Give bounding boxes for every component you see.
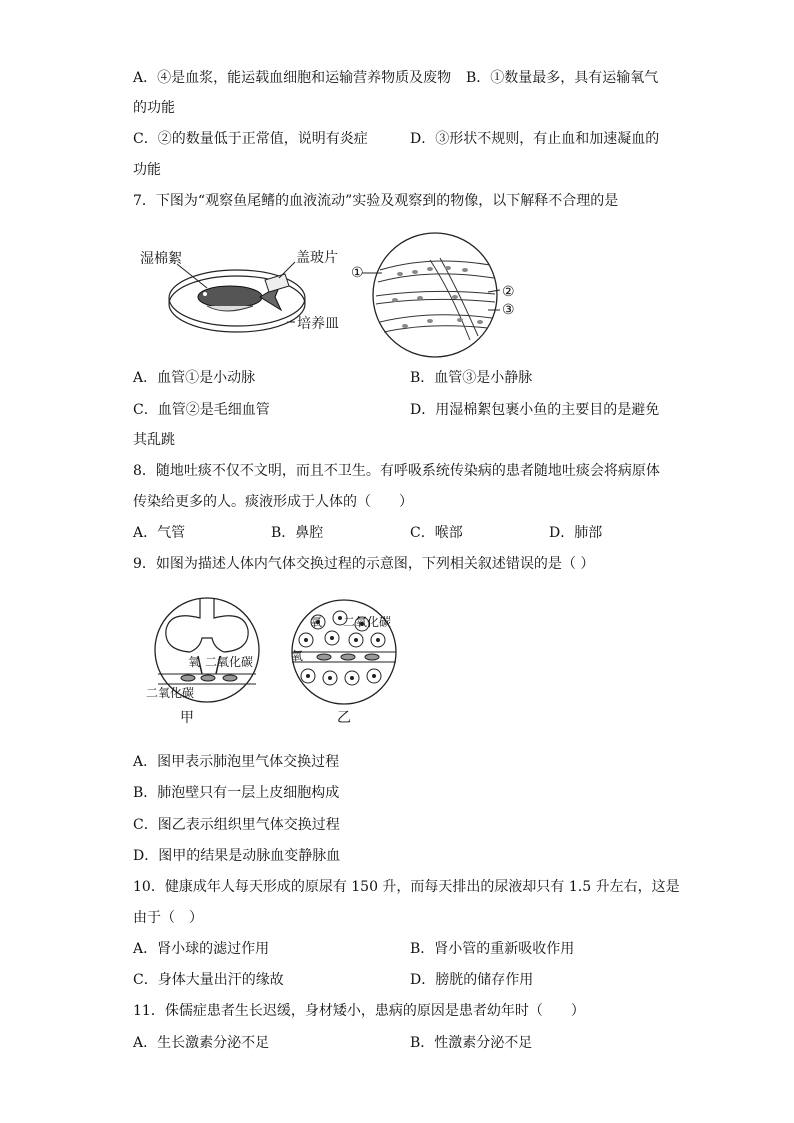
q9-option-a[interactable]: A．图甲表示肺泡里气体交换过程	[133, 754, 340, 770]
yi-oxygen-left-label: 氧	[291, 649, 304, 663]
microscope-view-figure	[370, 230, 500, 360]
label-vessel-3: ③	[502, 302, 515, 318]
q7-option-d[interactable]: D．用湿棉絮包裹小鱼的主要目的是避免	[410, 402, 660, 418]
q8-option-c[interactable]: C．喉部	[410, 525, 463, 541]
q6-option-d[interactable]: D．③形状不规则，有止血和加速凝血的	[410, 131, 660, 147]
q11-stem: 11．侏儒症患者生长迟缓，身材矮小，患病的原因是患者幼年时（ ）	[133, 1003, 585, 1019]
q8-stem: 8．随地吐痰不仅不文明，而且不卫生。有呼吸系统传染病的患者随地吐痰会将病原体	[133, 463, 660, 479]
q10-option-c[interactable]: C．身体大量出汗的缘故	[133, 972, 284, 988]
q11-option-a[interactable]: A．生长激素分泌不足	[133, 1035, 270, 1051]
label-vessel-1: ①	[351, 265, 364, 281]
q6-option-a[interactable]: A．④是血浆，能运载血细胞和运输营养物质及废物	[133, 70, 452, 86]
yi-oxygen-top-label: 氧	[310, 615, 323, 629]
q6-option-b-cont: 的功能	[133, 100, 175, 116]
q9-stem: 9．如图为描述人体内气体交换过程的示意图，下列相关叙述错误的是（ ）	[133, 556, 595, 572]
yi-co2-label: 二氧化碳	[343, 615, 392, 629]
q7-stem: 7．下图为“观察鱼尾鳍的血液流动”实验及观察到的物像，以下解释不合理的是	[133, 193, 619, 209]
q9-option-b[interactable]: B．肺泡壁只有一层上皮细胞构成	[133, 785, 340, 801]
q6-option-c[interactable]: C．②的数量低于正常值，说明有炎症	[133, 131, 368, 147]
q7-option-b[interactable]: B．血管③是小静脉	[410, 370, 533, 386]
q10-option-a[interactable]: A．肾小球的滤过作用	[133, 941, 270, 957]
yi-caption: 乙	[337, 710, 351, 726]
jia-oxygen-label: 氧	[188, 655, 201, 669]
q9-option-d[interactable]: D．图甲的结果是动脉血变静脉血	[133, 848, 341, 864]
q10-option-b[interactable]: B．肾小管的重新吸收作用	[410, 941, 575, 957]
q8-stem-cont: 传染给更多的人。痰液形成于人体的（ ）	[133, 494, 413, 510]
q8-option-b[interactable]: B．鼻腔	[271, 525, 324, 541]
q7-option-d-cont: 其乱跳	[133, 432, 175, 448]
q7-option-c[interactable]: C．血管②是毛细血管	[133, 402, 270, 418]
label-vessel-2: ②	[502, 284, 515, 300]
q8-option-a[interactable]: A．气管	[133, 525, 186, 541]
jia-co2-bottom-label: 二氧化碳	[146, 686, 195, 700]
q11-option-b[interactable]: B．性激素分泌不足	[410, 1035, 533, 1051]
q10-option-d[interactable]: D．膀胱的储存作用	[410, 972, 534, 988]
q10-stem: 10．健康成年人每天形成的原尿有 150 升，而每天排出的尿液却只有 1.5 升左右，这是	[133, 879, 680, 895]
q8-option-d[interactable]: D．肺部	[549, 525, 603, 541]
q9-option-c[interactable]: C．图乙表示组织里气体交换过程	[133, 817, 340, 833]
label-cover-glass: 盖玻片	[296, 250, 338, 266]
label-petri-dish: 培养皿	[297, 316, 339, 332]
q6-option-b[interactable]: B．①数量最多，具有运输氧气	[466, 70, 659, 86]
q7-option-a[interactable]: A．血管①是小动脉	[133, 370, 256, 386]
label-wet-cotton: 湿棉絮	[140, 251, 182, 267]
jia-caption: 甲	[180, 710, 194, 726]
q6-option-d-cont: 功能	[133, 162, 161, 178]
q10-stem-cont: 由于（ ）	[133, 910, 203, 926]
jia-co2-top-label: 二氧化碳	[205, 655, 254, 669]
